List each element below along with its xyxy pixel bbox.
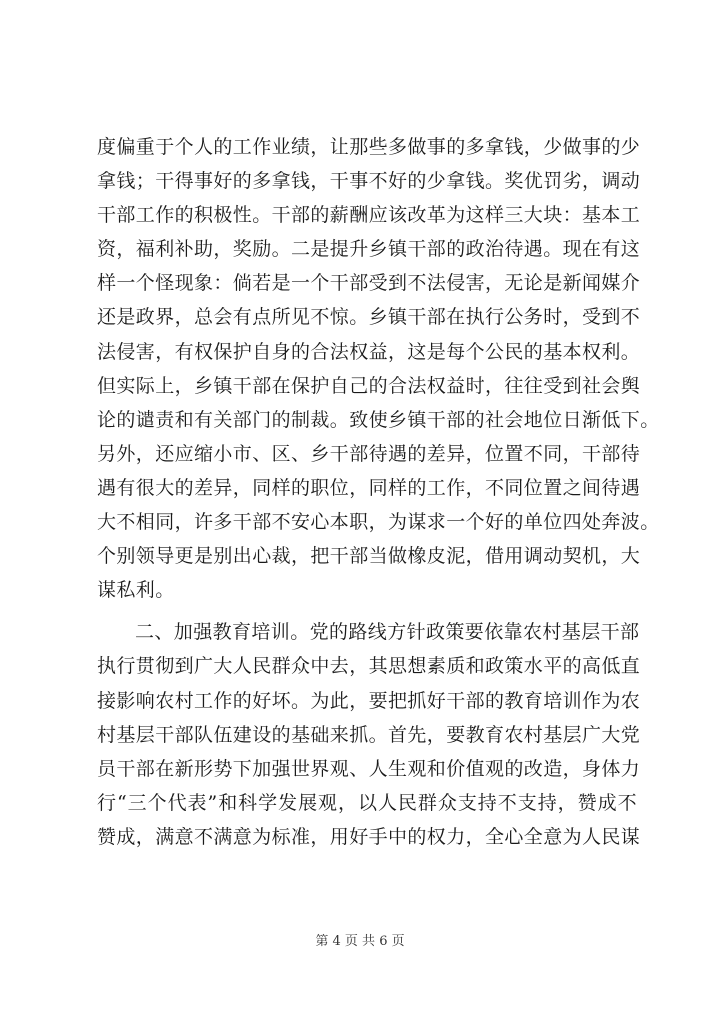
text-line: 但实际上，乡镇干部在保护自己的合法权益时，往往受到社会舆 bbox=[97, 374, 641, 397]
text-line: 大不相同，许多干部不安心本职，为谋求一个好的单位四处奔波。 bbox=[97, 511, 660, 534]
text-line: 接影响农村工作的好坏。为此，要把抓好干部的教育培训作为农 bbox=[97, 689, 641, 712]
body-text bbox=[97, 130, 660, 854]
page-number-footer: 第 4 页 共 6 页 bbox=[315, 934, 405, 949]
text-line: 行“三个代表”和科学发展观，以人民群众支持不支持，赞成不 bbox=[97, 791, 637, 814]
text-line: 拿钱；干得事好的多拿钱，干事不好的少拿钱。奖优罚劣，调动 bbox=[97, 170, 641, 193]
text-line: 干部工作的积极性。干部的薪酬应该改革为这样三大块：基本工 bbox=[97, 204, 641, 227]
text-line: 个别领导更是别出心裁，把干部当做橡皮泥，借用调动契机，大 bbox=[97, 545, 641, 568]
text-line: 还是政界，总会有点所见不惊。乡镇干部在执行公务时，受到不 bbox=[97, 306, 641, 329]
text-line: 另外，还应缩小市、区、乡干部待遇的差异，位置不同，干部待 bbox=[97, 442, 641, 465]
text-line: 度偏重于个人的工作业绩，让那些多做事的多拿钱，少做事的少 bbox=[97, 136, 641, 158]
text-line: 遇有很大的差异，同样的职位，同样的工作，不同位置之间待遇 bbox=[97, 476, 641, 499]
text-line: 样一个怪现象：倘若是一个干部受到不法侵害，无论是新闻媒介 bbox=[97, 272, 641, 295]
text-line: 法侵害，有权保护自身的合法权益，这是每个公民的基本权利。 bbox=[97, 340, 641, 363]
text-line: 赞成，满意不满意为标准，用好手中的权力，全心全意为人民谋 bbox=[97, 825, 641, 848]
text-line: 村基层干部队伍建设的基础来抓。首先，要教育农村基层广大党 bbox=[97, 723, 641, 746]
paragraph-end-line: 谋私利。 bbox=[97, 579, 175, 602]
text-line: 执行贯彻到广大人民群众中去，其思想素质和政策水平的高低直 bbox=[97, 655, 641, 678]
paragraph-start-line: 二、加强教育培训。党的路线方针政策要依靠农村基层干部 bbox=[135, 621, 640, 644]
text-line: 员干部在新形势下加强世界观、人生观和价值观的改造，身体力 bbox=[97, 757, 641, 780]
text-line: 论的谴责和有关部门的制裁。致使乡镇干部的社会地位日渐低下。 bbox=[97, 408, 660, 431]
text-line: 资，福利补助，奖励。二是提升乡镇干部的政治待遇。现在有这 bbox=[97, 238, 641, 261]
